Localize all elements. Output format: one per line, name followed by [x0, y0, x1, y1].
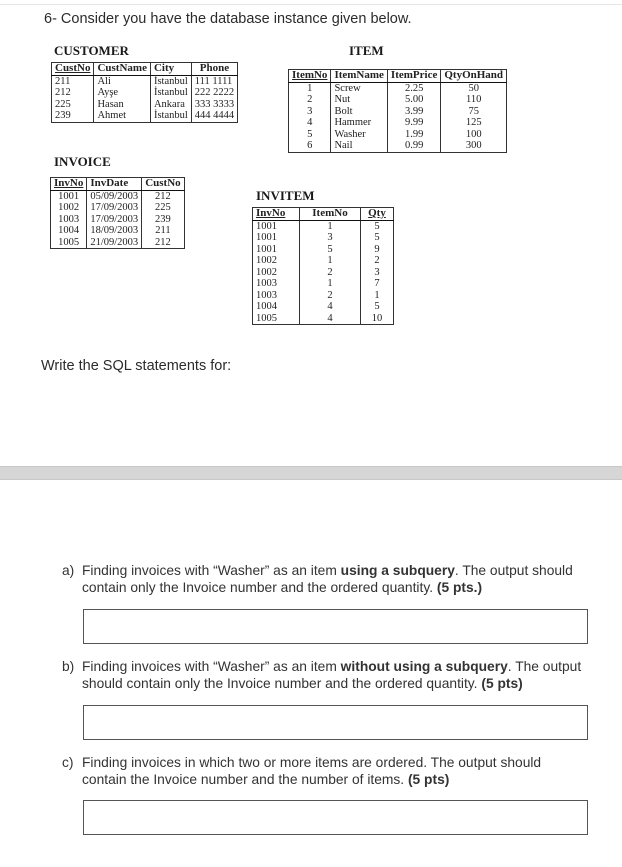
- table-cell: 444 4444: [191, 110, 237, 122]
- column-header: CustNo: [52, 63, 94, 76]
- part-marker: a): [62, 563, 75, 578]
- table-cell: 239: [142, 214, 184, 226]
- table-cell: 2: [300, 290, 361, 302]
- part-text: Finding invoices with “Washer” as an item: [82, 659, 341, 674]
- table-cell: 1004: [51, 225, 87, 237]
- table-cell: 1005: [253, 313, 300, 325]
- table-cell: 9: [361, 244, 394, 256]
- table-cell: 225: [142, 202, 184, 214]
- table-cell: 1: [361, 290, 394, 302]
- part-emphasis: using a subquery: [340, 563, 455, 578]
- write-sql-prompt: Write the SQL statements for:: [41, 358, 232, 374]
- part-text: . The output should contain only the Invoice number and the ordered quantity.: [82, 563, 573, 595]
- answer-box-c[interactable]: [83, 800, 588, 835]
- table-cell: 100: [441, 129, 507, 141]
- table-cell: 1003: [51, 214, 87, 226]
- table-cell: Washer: [331, 129, 387, 141]
- table-row: [253, 278, 394, 290]
- item-table: [288, 69, 507, 153]
- table-cell: 239: [52, 110, 94, 122]
- table-cell: 1003: [253, 278, 300, 290]
- table-cell: 212: [142, 237, 184, 249]
- table-cell: 21/09/2003: [87, 237, 142, 249]
- table-cell: 17/09/2003: [87, 214, 142, 226]
- table-cell: 05/09/2003: [87, 190, 142, 202]
- table-cell: 75: [441, 106, 507, 118]
- column-header: City: [150, 63, 191, 76]
- table-row: [51, 190, 185, 202]
- table-cell: 125: [441, 117, 507, 129]
- column-header: ItemName: [331, 70, 387, 83]
- table-row: [253, 220, 394, 232]
- table-cell: Ankara: [150, 99, 191, 111]
- table-cell: 7: [361, 278, 394, 290]
- invoice-table-title: INVOICE: [54, 154, 111, 169]
- table-cell: 333 3333: [191, 99, 237, 111]
- column-header: ItemNo: [300, 208, 361, 221]
- table-cell: 3: [289, 106, 331, 118]
- item-table-title: ITEM: [349, 43, 384, 58]
- table-cell: 1001: [253, 232, 300, 244]
- table-cell: 1002: [253, 267, 300, 279]
- table-cell: 1001: [51, 190, 87, 202]
- table-row: [52, 110, 238, 122]
- column-header: ItemPrice: [387, 70, 440, 83]
- column-header: InvNo: [253, 208, 300, 221]
- table-row: [51, 225, 185, 237]
- table-cell: 5: [361, 220, 394, 232]
- column-header: Qty: [361, 208, 394, 221]
- table-row: [289, 106, 507, 118]
- answer-box-a[interactable]: [83, 609, 588, 644]
- question-heading: 6- Consider you have the database instance given below.: [44, 11, 412, 27]
- table-cell: 1002: [51, 202, 87, 214]
- question-part-b: [62, 658, 582, 692]
- table-cell: 2: [361, 255, 394, 267]
- table-cell: Ali: [94, 75, 151, 87]
- table-cell: 5: [361, 232, 394, 244]
- table-cell: 6: [289, 140, 331, 152]
- table-cell: 2: [300, 267, 361, 279]
- table-cell: Bolt: [331, 106, 387, 118]
- table-cell: 1: [300, 220, 361, 232]
- table-cell: 18/09/2003: [87, 225, 142, 237]
- table-cell: 1: [289, 82, 331, 94]
- table-row: [289, 82, 507, 94]
- table-cell: Nail: [331, 140, 387, 152]
- table-cell: 0.99: [387, 140, 440, 152]
- table-cell: 5.00: [387, 94, 440, 106]
- column-header: InvNo: [51, 178, 87, 191]
- table-cell: 222 2222: [191, 87, 237, 99]
- table-cell: 1.99: [387, 129, 440, 141]
- table-cell: Ahmet: [94, 110, 151, 122]
- table-cell: 9.99: [387, 117, 440, 129]
- table-row: [289, 117, 507, 129]
- table-cell: 4: [289, 117, 331, 129]
- table-row: [253, 290, 394, 302]
- table-cell: 10: [361, 313, 394, 325]
- part-text: Finding invoices with “Washer” as an item: [82, 563, 341, 578]
- top-divider: [0, 0, 622, 5]
- invitem-table: [252, 207, 394, 325]
- table-cell: 1001: [253, 220, 300, 232]
- table-row: [52, 75, 238, 87]
- part-marker: b): [62, 659, 75, 674]
- table-cell: Hammer: [331, 117, 387, 129]
- table-cell: 3.99: [387, 106, 440, 118]
- table-cell: 110: [441, 94, 507, 106]
- table-cell: Hasan: [94, 99, 151, 111]
- table-cell: 211: [52, 75, 94, 87]
- customer-table-title: CUSTOMER: [54, 43, 129, 58]
- part-text: Finding invoices in which two or more items are ordered. The output should contain the Invoice number and the number of items.: [82, 755, 542, 787]
- table-cell: 4: [300, 301, 361, 313]
- table-row: [51, 202, 185, 214]
- table-cell: 5: [300, 244, 361, 256]
- table-row: [253, 267, 394, 279]
- table-cell: Screw: [331, 82, 387, 94]
- customer-table: [51, 62, 238, 123]
- table-cell: 17/09/2003: [87, 202, 142, 214]
- table-cell: 4: [300, 313, 361, 325]
- table-cell: 1001: [253, 244, 300, 256]
- question-part-a: [62, 562, 582, 596]
- column-header: Phone: [191, 63, 237, 76]
- table-cell: 212: [142, 190, 184, 202]
- table-cell: 1005: [51, 237, 87, 249]
- table-cell: 50: [441, 82, 507, 94]
- table-cell: 212: [52, 87, 94, 99]
- table-row: [289, 140, 507, 152]
- page-break: [0, 466, 622, 480]
- table-cell: 3: [361, 267, 394, 279]
- table-row: [51, 214, 185, 226]
- table-cell: 5: [289, 129, 331, 141]
- table-cell: 3: [300, 232, 361, 244]
- table-row: [253, 244, 394, 256]
- table-cell: 1003: [253, 290, 300, 302]
- table-cell: 1: [300, 278, 361, 290]
- column-header: CustName: [94, 63, 151, 76]
- question-part-c: [62, 754, 582, 788]
- table-cell: İstanbul: [150, 87, 191, 99]
- table-cell: Nut: [331, 94, 387, 106]
- part-marker: c): [62, 755, 74, 770]
- table-row: [253, 301, 394, 313]
- table-row: [253, 313, 394, 325]
- part-points: (5 pts): [481, 676, 523, 691]
- table-cell: 1: [300, 255, 361, 267]
- invitem-table-title: INVITEM: [256, 188, 315, 203]
- table-row: [253, 255, 394, 267]
- table-row: [52, 99, 238, 111]
- table-row: [289, 94, 507, 106]
- part-emphasis: without using a subquery: [340, 659, 508, 674]
- column-header: CustNo: [142, 178, 184, 191]
- table-row: [52, 87, 238, 99]
- part-text: . The output should contain only the Invoice number and the ordered quantity.: [82, 659, 582, 691]
- column-header: InvDate: [87, 178, 142, 191]
- table-row: [253, 232, 394, 244]
- table-cell: 2: [289, 94, 331, 106]
- part-points: (5 pts.): [436, 580, 483, 595]
- table-cell: 211: [142, 225, 184, 237]
- table-cell: İstanbul: [150, 75, 191, 87]
- table-row: [289, 129, 507, 141]
- column-header: ItemNo: [289, 70, 331, 83]
- column-header: QtyOnHand: [441, 70, 507, 83]
- table-cell: 5: [361, 301, 394, 313]
- table-cell: 1002: [253, 255, 300, 267]
- table-cell: 111 1111: [191, 75, 237, 87]
- table-cell: İstanbul: [150, 110, 191, 122]
- table-cell: 2.25: [387, 82, 440, 94]
- table-cell: 1004: [253, 301, 300, 313]
- invoice-table: [50, 177, 185, 249]
- table-cell: 300: [441, 140, 507, 152]
- part-points: (5 pts): [407, 772, 450, 787]
- table-cell: Ayşe: [94, 87, 151, 99]
- table-row: [51, 237, 185, 249]
- table-cell: 225: [52, 99, 94, 111]
- answer-box-b[interactable]: [83, 705, 588, 740]
